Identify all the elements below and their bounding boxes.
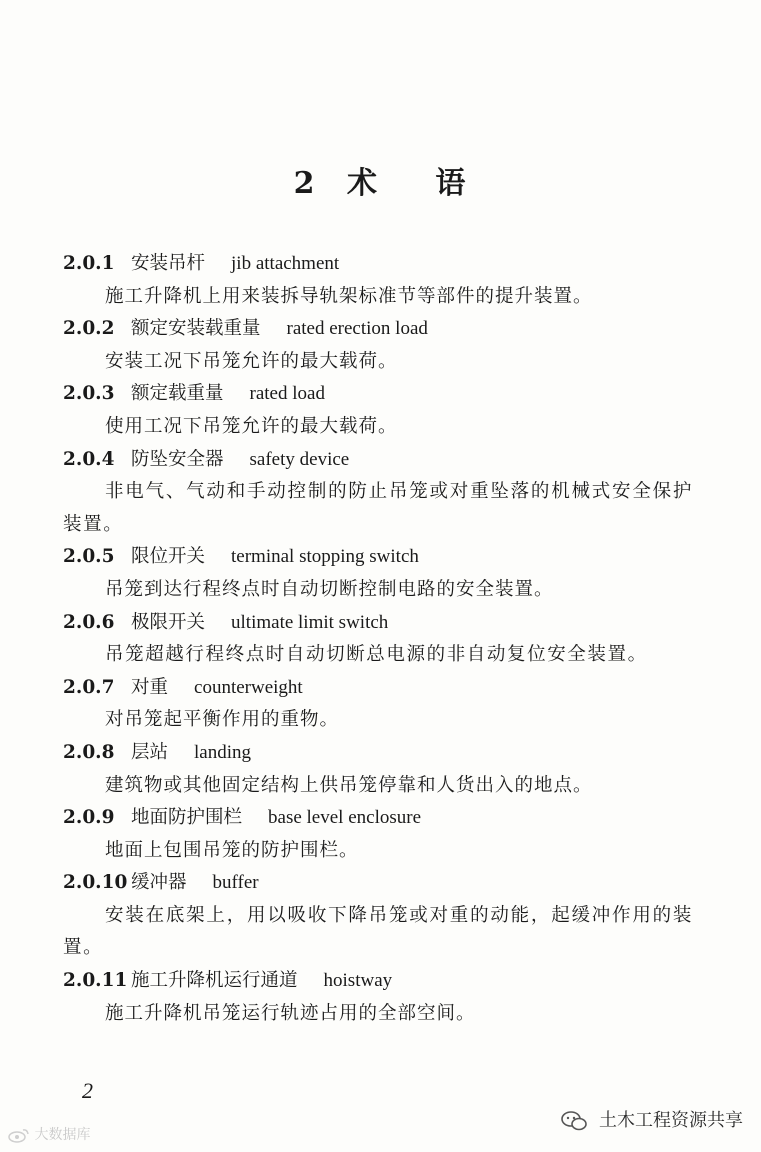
term-english: buffer: [212, 872, 259, 894]
term-number: 2.0.9: [63, 807, 115, 829]
term-entry: [63, 867, 693, 965]
term-chinese: 层站: [131, 741, 169, 763]
term-heading: [63, 248, 693, 281]
watermark-left: [8, 1124, 90, 1144]
term-heading: [63, 607, 693, 640]
term-chinese: 极限开关: [131, 611, 206, 633]
term-english: counterweight: [194, 676, 303, 698]
term-definition: 安装在底架上，用以吸收下降吊笼或对重的动能，起缓冲作用的装置。: [63, 904, 693, 959]
term-definition: 对吊笼起平衡作用的重物。: [105, 709, 340, 731]
term-list: [63, 248, 693, 1030]
term-english: rated load: [249, 383, 325, 405]
term-chinese: 额定安装载重量: [131, 318, 261, 340]
term-heading: [63, 313, 693, 346]
term-definition: 安装工况下吊笼允许的最大载荷。: [105, 350, 398, 372]
term-number: 2.0.1: [63, 253, 115, 274]
term-heading: [63, 965, 693, 998]
term-entry: [63, 248, 693, 313]
chapter-number: 2: [293, 166, 317, 201]
term-number: 2.0.11: [63, 970, 128, 992]
wechat-icon: [561, 1110, 587, 1132]
term-heading: [63, 672, 693, 705]
term-definition: 非电气、气动和手动控制的防止吊笼或对重坠落的机械式安全保护装置。: [63, 481, 693, 535]
term-entry: [63, 444, 693, 542]
term-entry: [63, 607, 693, 672]
term-definition: 施工升降机上用来装拆导轨架标准节等部件的提升装置。: [105, 285, 593, 307]
term-chinese: 缓冲器: [131, 872, 187, 894]
term-definition: 吊笼到达行程终点时自动切断控制电路的安全装置。: [105, 578, 554, 600]
term-definition: 吊笼超越行程终点时自动切断总电源的非自动复位安全装置。: [105, 644, 648, 666]
chapter-title: [0, 158, 761, 202]
term-entry: [63, 378, 693, 443]
chapter-title-part2: 语: [435, 166, 468, 201]
term-definition: 施工升降机吊笼运行轨迹占用的全部空间。: [105, 1002, 476, 1024]
term-english: safety device: [249, 448, 350, 470]
term-definition: 建筑物或其他固定结构上供吊笼停靠和人货出入的地点。: [105, 774, 593, 796]
weibo-logo-icon: [8, 1127, 30, 1143]
term-number: 2.0.5: [63, 546, 115, 568]
term-english: landing: [194, 741, 252, 763]
watermark-right: [561, 1106, 743, 1132]
term-entry: [63, 965, 693, 1030]
term-heading: [63, 444, 693, 477]
term-number: 2.0.7: [63, 676, 115, 698]
term-chinese: 额定载重量: [131, 383, 224, 405]
watermark-left-text: 大数据库: [34, 1127, 91, 1143]
term-chinese: 安装吊杆: [131, 253, 206, 274]
term-heading: [63, 541, 693, 574]
term-english: jib attachment: [231, 253, 340, 274]
term-number: 2.0.2: [63, 318, 115, 340]
term-heading: [63, 378, 693, 411]
term-english: terminal stopping switch: [231, 546, 419, 568]
term-english: hoistway: [323, 970, 393, 992]
term-entry: [63, 737, 693, 802]
term-number: 2.0.6: [63, 611, 115, 633]
term-entry: [63, 541, 693, 606]
watermark-right-text: 土木工程资源共享: [599, 1110, 743, 1131]
term-entry: [63, 802, 693, 867]
term-english: rated erection load: [286, 318, 428, 340]
term-english: base level enclosure: [268, 807, 421, 829]
term-chinese: 地面防护围栏: [131, 807, 243, 829]
term-heading: [63, 802, 693, 835]
term-chinese: 施工升降机运行通道: [131, 970, 298, 992]
term-heading: [63, 867, 693, 900]
term-chinese: 对重: [131, 676, 169, 698]
term-definition: 地面上包围吊笼的防护围栏。: [105, 839, 359, 861]
term-definition: 使用工况下吊笼允许的最大载荷。: [105, 415, 398, 437]
term-number: 2.0.10: [63, 872, 128, 894]
term-chinese: 防坠安全器: [131, 448, 224, 470]
term-entry: [63, 672, 693, 737]
term-number: 2.0.8: [63, 741, 115, 763]
term-heading: [63, 737, 693, 770]
term-chinese: 限位开关: [131, 546, 206, 568]
term-number: 2.0.3: [63, 383, 115, 405]
term-entry: [63, 313, 693, 378]
chapter-title-part1: 术: [346, 166, 379, 201]
term-number: 2.0.4: [63, 448, 115, 470]
page-number: 2: [82, 1078, 93, 1103]
term-english: ultimate limit switch: [231, 611, 389, 633]
